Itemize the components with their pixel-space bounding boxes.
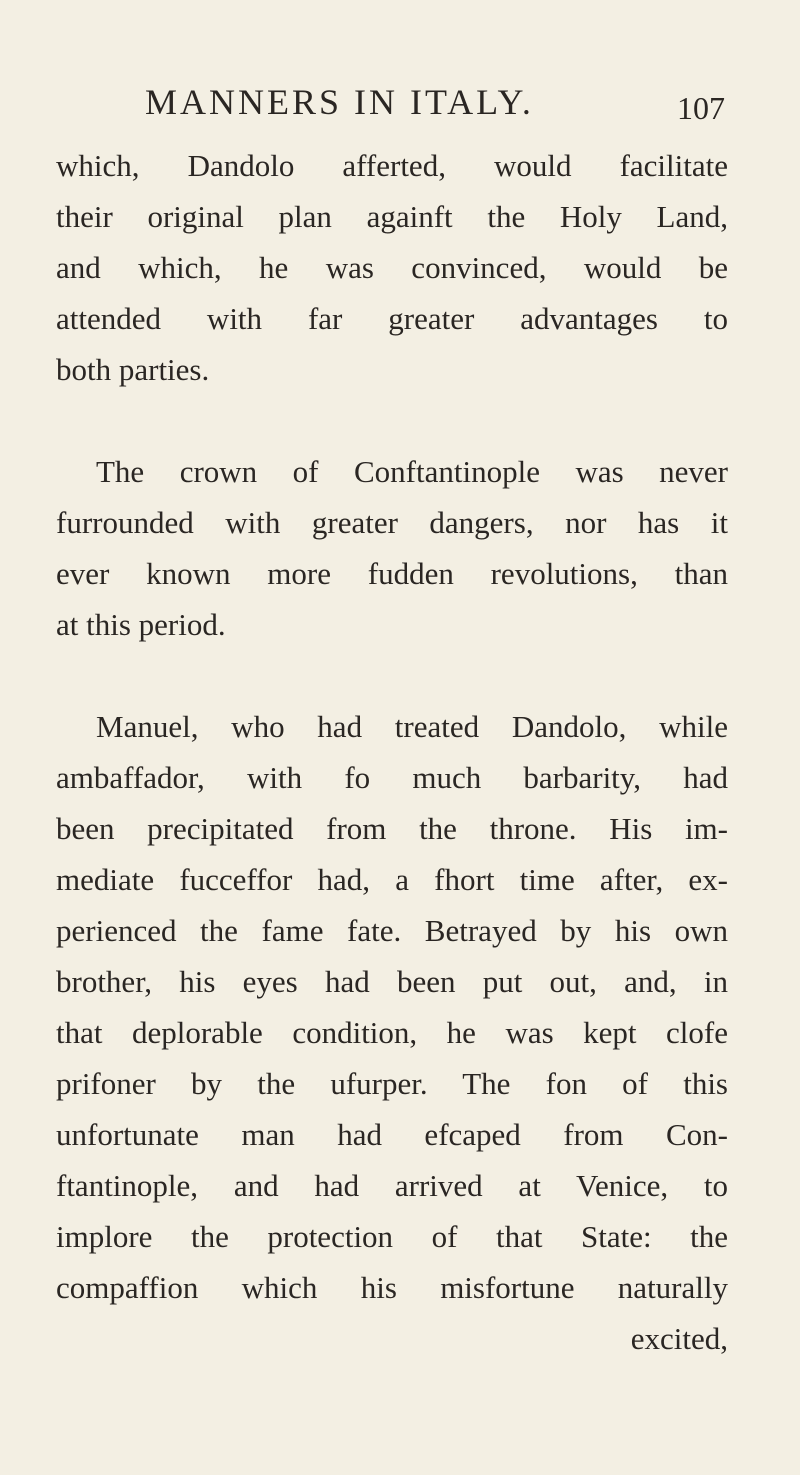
text-line: ftantinople, and had arrived at Venice, to <box>56 1168 728 1203</box>
text-line: furrounded with greater dangers, nor has it <box>56 505 728 540</box>
text-line: and which, he was convinced, would be <box>56 250 728 285</box>
running-head <box>145 80 725 124</box>
text-line: both parties. <box>56 352 210 387</box>
paragraph-3 <box>56 701 728 1364</box>
body-text <box>56 140 728 1364</box>
paragraph-1 <box>56 140 728 395</box>
text-line: Manuel, who had treated Dandolo, while <box>96 709 728 744</box>
page-number: 107 <box>677 90 725 126</box>
text-line: which, Dandolo afferted, would facilitate <box>56 148 728 183</box>
text-line: The crown of Conftantinople was never <box>96 454 728 489</box>
text-line: ever known more fudden revolutions, than <box>56 556 728 591</box>
text-line: unfortunate man had efcaped from Con- <box>56 1117 728 1152</box>
text-line: perienced the fame fate. Betrayed by his own <box>56 913 728 948</box>
paragraph-2 <box>56 446 728 650</box>
text-line: attended with far greater advantages to <box>56 301 728 336</box>
running-title: MANNERS IN ITALY. <box>145 82 534 122</box>
text-line: brother, his eyes had been put out, and, in <box>56 964 728 999</box>
text-line: compaffion which his misfortune naturally <box>56 1270 728 1305</box>
catchword: excited, <box>630 1321 728 1356</box>
text-line: their original plan againft the Holy Land, <box>56 199 728 234</box>
text-line: ambaffador, with fo much barbarity, had <box>56 760 728 795</box>
text-line: at this period. <box>56 607 226 642</box>
text-line: been precipitated from the throne. His im- <box>56 811 728 846</box>
text-line: prifoner by the ufurper. The fon of this <box>56 1066 728 1101</box>
text-line: mediate fucceffor had, a fhort time after, ex- <box>56 862 728 897</box>
text-line: implore the protection of that State: the <box>56 1219 728 1254</box>
text-line: that deplorable condition, he was kept clofe <box>56 1015 728 1050</box>
